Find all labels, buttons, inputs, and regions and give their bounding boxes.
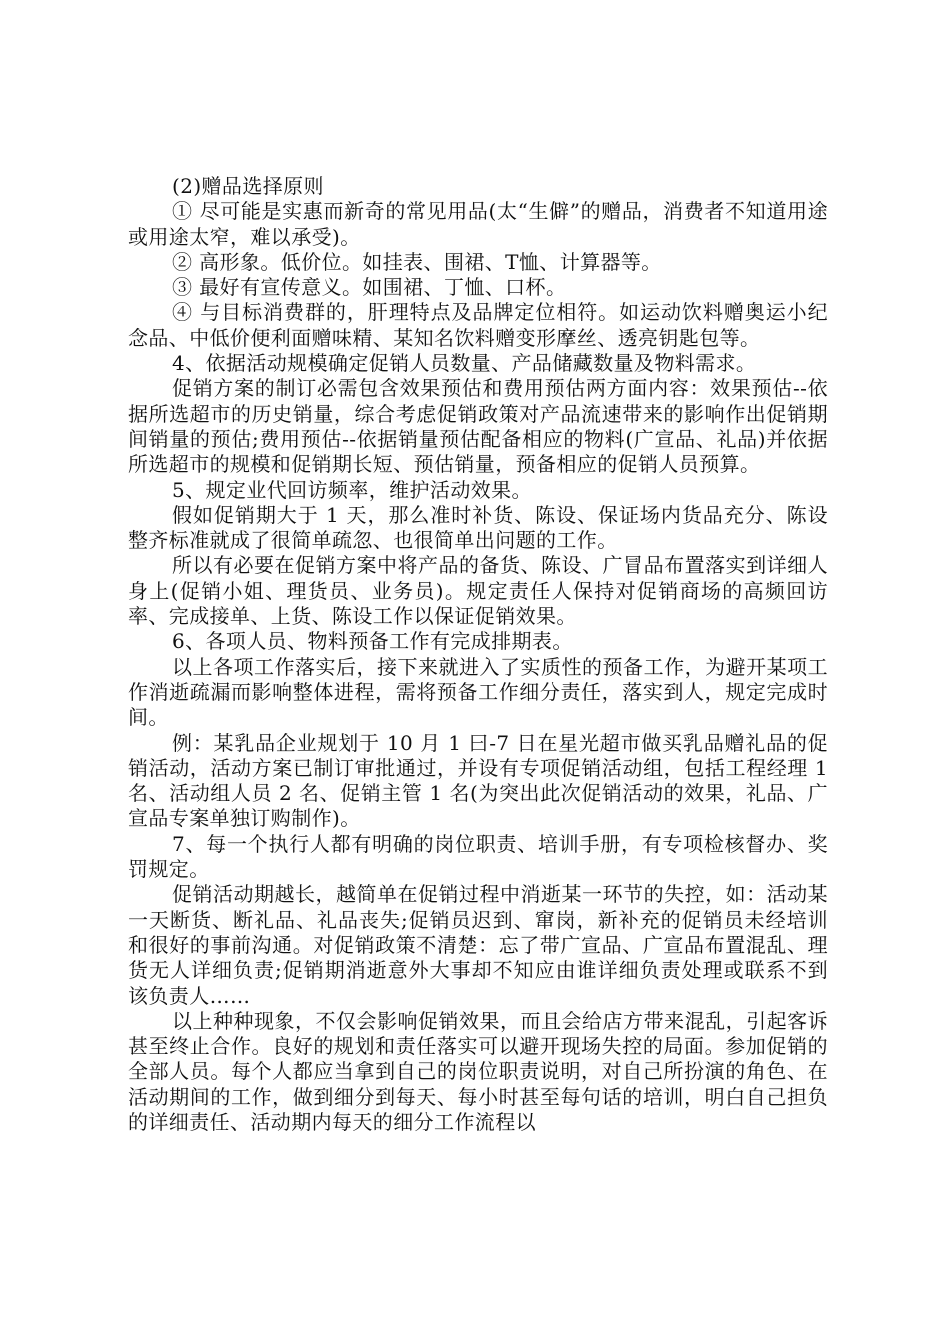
paragraph: 5、规定业代回访频率，维护活动效果。 [172, 477, 532, 502]
paragraph: 6、各项人员、物料预备工作有完成排期表。 [172, 629, 573, 654]
paragraph: 假如促销期大于 1 天，那么准时补货、陈设、保证场内货品充分、陈设整齐标准就成了很简单疏忽、也很简单出问题的工作。 [128, 502, 828, 553]
paragraph: ① 尽可能是实惠而新奇的常见用品(太“生僻”的赠品，消费者不知道用途或用途太窄，难以承受)。 [128, 199, 828, 249]
paragraph: 以上各项工作落实后，接下来就进入了实质性的预备工作，为避开某项工作消逝疏漏而影响整体进程，需将预备工作细分责任，落实到人，规定完成时间。 [128, 654, 828, 730]
paragraph: 4、依据活动规模确定促销人员数量、产品储藏数量及物料需求。 [172, 351, 757, 376]
paragraph: ③ 最好有宣传意义。如围裙、丁恤、口杯。 [172, 275, 567, 300]
document-body [128, 174, 828, 1135]
paragraph: 以上种种现象，不仅会影响促销效果，而且会给店方带来混乱，引起客诉甚至终止合作。良好的规划和责任落实可以避开现场失控的局面。参加促销的全部人员。每个人都应当拿到自己的岗位职责说明，对自己所扮演的角色、在活动期间的工作，做到细分到每天、每小时甚至每句话的培训，明白自己担负的详细责任、活动期内每天的细分工作流程以 [128, 1008, 828, 1134]
paragraph: 促销活动期越长，越简单在促销过程中消逝某一环节的失控，如：活动某一天断货、断礼品、礼品丧失;促销员迟到、窜岗，新补充的促销员未经培训和很好的事前沟通。对促销政策不清楚：忘了带广宣品、广宣品布置混乱、理货无人详细负责;促销期消逝意外大事却不知应由谁详细负责处理或联系不到该负责人…… [128, 882, 828, 1008]
paragraph: 促销方案的制订必需包含效果预估和费用预估两方面内容：效果预估--依据所选超市的历史销量，综合考虑促销政策对产品流速带来的影响作出促销期间销量的预估;费用预估--依据销量预估配备相应的物料(广宣品、礼品)并依据所选超市的规模和促销期长短、预估销量，预备相应的促销人员预算。 [128, 376, 828, 477]
paragraph: ② 高形象。低价位。如挂表、围裙、T恤、计算器等。 [172, 249, 662, 274]
paragraph: 所以有必要在促销方案中将产品的备货、陈设、广冒品布置落实到详细人身上(促销小姐、理货员、业务员)。规定责任人保持对促销商场的高频回访率、完成接单、上货、陈设工作以保证促销效果。 [128, 553, 828, 629]
paragraph: 例：某乳品企业规划于 10 月 1 曰-7 日在星光超市做买乳品赠礼品的促销活动，活动方案已制订审批通过，并设有专项促销活动组，包括工程经理 1 名、活动组人员 2 名、促销主管 1 名(为突出此次促销活动的效果，礼品、广宣品专案单独订购制作)。 [128, 730, 828, 831]
paragraph: (2)赠品选择原则 [172, 174, 324, 198]
paragraph: 7、每一个执行人都有明确的岗位职责、培训手册，有专项检核督办、奖罚规定。 [128, 831, 828, 882]
paragraph: ④ 与目标消费群的，肝理特点及品牌定位相符。如运动饮料赠奥运小纪念品、中低价便利面赠味精、某知名饮料赠变形摩丝、透亮钥匙包等。 [128, 300, 828, 350]
